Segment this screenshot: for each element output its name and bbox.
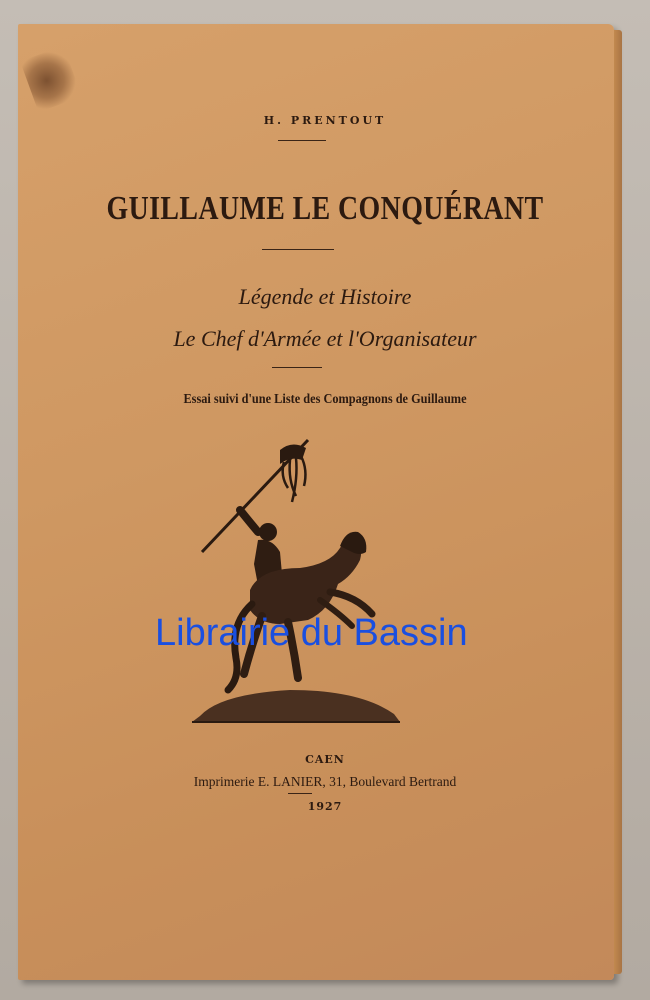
author-name: H. PRENTOUT [263, 114, 387, 127]
subtitle-line-1: Légende et Histoire [238, 284, 412, 309]
essay-line: Essai suivi d'une Liste des Compagnons de Guillaume [183, 392, 467, 407]
cover-edge [614, 30, 622, 974]
book-title: GUILLAUME LE CONQUÉRANT [106, 190, 544, 227]
publication-year: 1927 [307, 800, 343, 813]
divider-rule [272, 367, 322, 368]
stain-mark [20, 46, 82, 112]
publisher-line: Imprimerie E. LANIER, 31, Boulevard Bertrand [193, 774, 457, 789]
equestrian-statue-icon [180, 428, 410, 728]
divider-rule [288, 793, 312, 794]
publisher-city: CAEN [305, 753, 345, 766]
divider-rule [262, 249, 334, 250]
subtitle-line-2: Le Chef d'Armée et l'Organisateur [173, 326, 477, 351]
divider-rule [278, 140, 326, 141]
watermark-text: Librairie du Bassin [155, 612, 468, 654]
